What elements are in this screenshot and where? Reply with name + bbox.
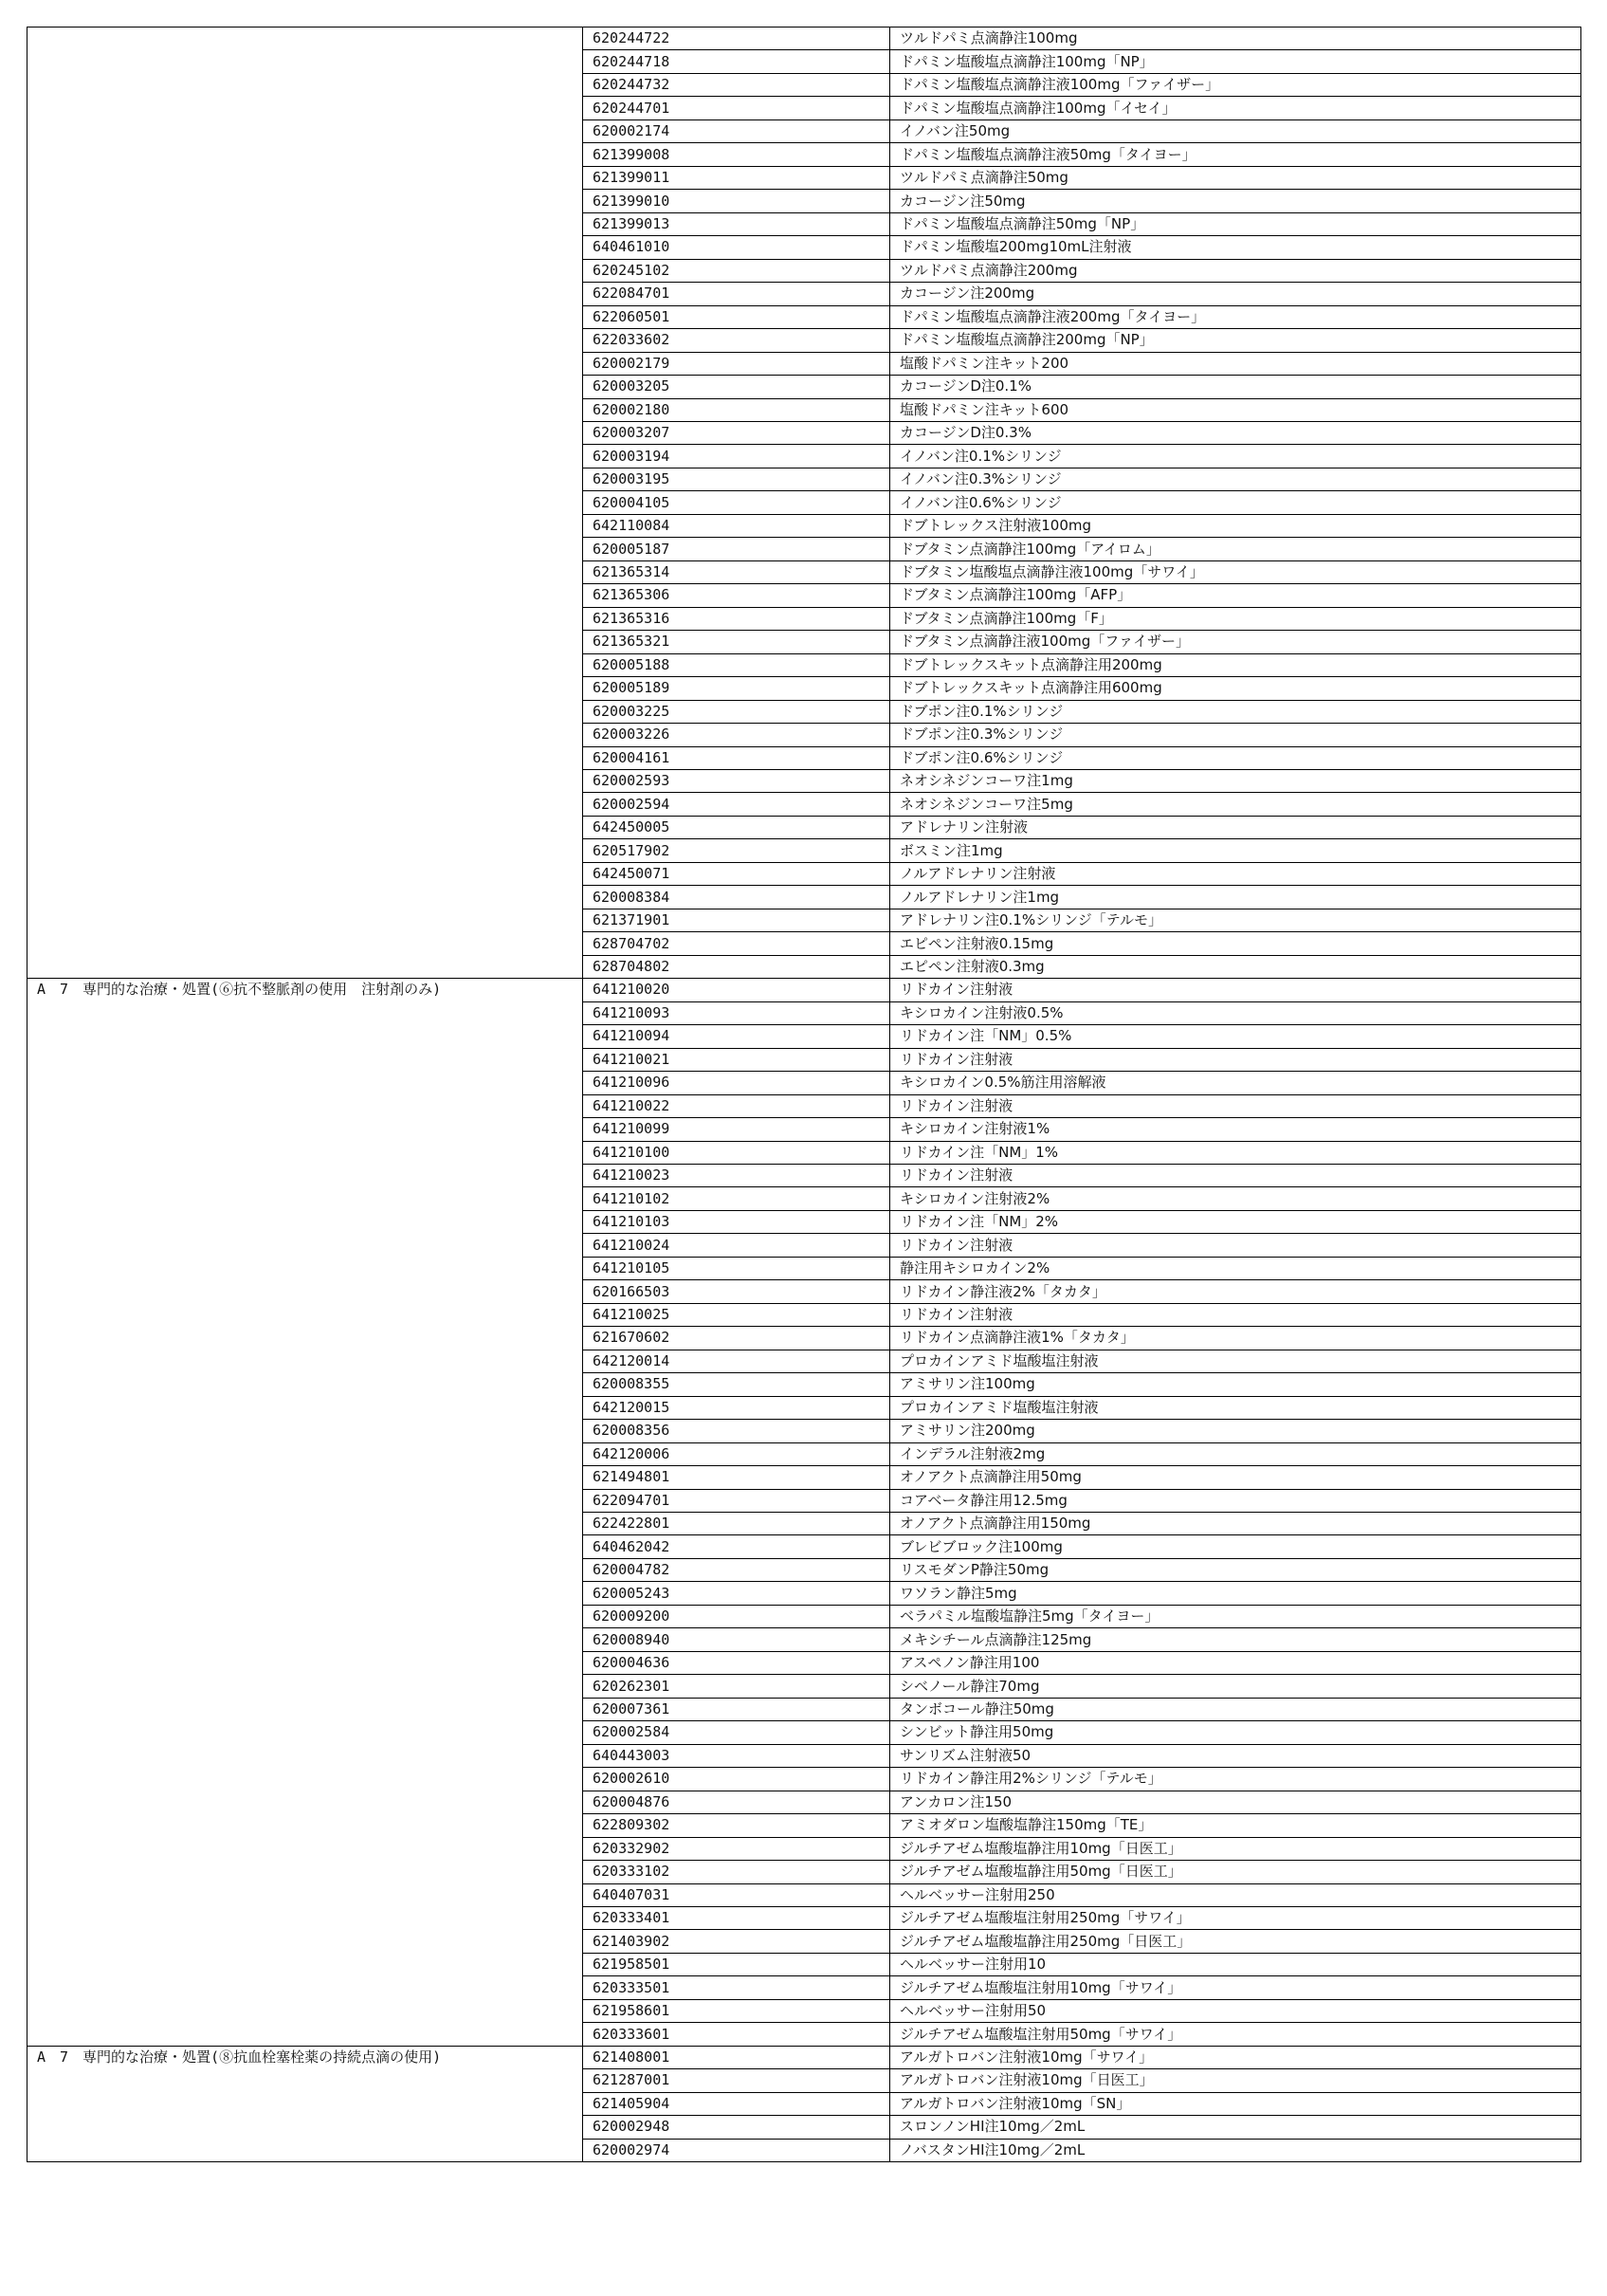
drug-name-cell: サンリズム注射液50 bbox=[890, 1744, 1581, 1767]
drug-name-cell: カコージンD注0.3% bbox=[890, 421, 1581, 444]
drug-code-cell: 620003194 bbox=[583, 445, 890, 468]
drug-code-cell: 620333601 bbox=[583, 2023, 890, 2046]
drug-name-cell: キシロカイン0.5%筋注用溶解液 bbox=[890, 1072, 1581, 1094]
drug-code-cell: 621403902 bbox=[583, 1930, 890, 1953]
drug-name-cell: アミオダロン塩酸塩静注150mg「TE」 bbox=[890, 1814, 1581, 1837]
drug-name-cell: ブレビブロック注100mg bbox=[890, 1535, 1581, 1558]
drug-code-cell: 620003226 bbox=[583, 724, 890, 746]
drug-code-cell: 620005189 bbox=[583, 677, 890, 700]
drug-code-cell: 620003225 bbox=[583, 700, 890, 723]
drug-name-cell: オノアクト点滴静注用50mg bbox=[890, 1466, 1581, 1489]
drug-code-cell: 641210020 bbox=[583, 979, 890, 1001]
table-body bbox=[27, 28, 1581, 2162]
drug-code-cell: 641210094 bbox=[583, 1025, 890, 1048]
drug-name-cell: ドブトレックス注射液100mg bbox=[890, 514, 1581, 537]
drug-code-cell: 642120006 bbox=[583, 1442, 890, 1465]
category-cell: A 7 専門的な治療・処置(⑥抗不整脈剤の使用 注射剤のみ) bbox=[27, 979, 583, 2047]
drug-name-cell: スロンノンHI注10mg／2mL bbox=[890, 2116, 1581, 2139]
drug-code-cell: 620244722 bbox=[583, 28, 890, 50]
drug-code-table bbox=[27, 27, 1581, 2162]
drug-name-cell: ドブタミン点滴静注100mg「AFP」 bbox=[890, 584, 1581, 607]
drug-code-cell: 640407031 bbox=[583, 1883, 890, 1906]
drug-code-cell: 642450005 bbox=[583, 816, 890, 838]
drug-code-cell: 622422801 bbox=[583, 1513, 890, 1535]
drug-code-cell: 641210021 bbox=[583, 1048, 890, 1071]
drug-code-cell: 620244718 bbox=[583, 50, 890, 73]
drug-name-cell: ドパミン塩酸塩点滴静注50mg「NP」 bbox=[890, 212, 1581, 235]
drug-name-cell: ヘルベッサー注射用10 bbox=[890, 1953, 1581, 1975]
drug-name-cell: リドカイン注射液 bbox=[890, 1048, 1581, 1071]
category-cell: A 7 専門的な治療・処置(⑧抗血栓塞栓薬の持続点滴の使用) bbox=[27, 2046, 583, 2161]
drug-name-cell: リドカイン注射液 bbox=[890, 1234, 1581, 1257]
drug-name-cell: イノバン注0.6%シリンジ bbox=[890, 491, 1581, 514]
drug-name-cell: ドブトレックスキット点滴静注用600mg bbox=[890, 677, 1581, 700]
drug-name-cell: ベラパミル塩酸塩静注5mg「タイヨー」 bbox=[890, 1605, 1581, 1627]
drug-code-cell: 620003205 bbox=[583, 376, 890, 398]
drug-code-cell: 641210024 bbox=[583, 1234, 890, 1257]
drug-code-cell: 641210102 bbox=[583, 1187, 890, 1210]
drug-name-cell: ノルアドレナリン注射液 bbox=[890, 862, 1581, 885]
drug-code-cell: 640443003 bbox=[583, 1744, 890, 1767]
drug-code-cell: 620002593 bbox=[583, 770, 890, 793]
drug-name-cell: アンカロン注150 bbox=[890, 1791, 1581, 1813]
drug-name-cell: ヘルベッサー注射用250 bbox=[890, 1883, 1581, 1906]
table-row bbox=[27, 979, 1581, 1001]
table-row bbox=[27, 28, 1581, 50]
drug-code-cell: 642120015 bbox=[583, 1396, 890, 1419]
drug-code-cell: 620004636 bbox=[583, 1651, 890, 1674]
drug-code-cell: 620002594 bbox=[583, 793, 890, 816]
drug-name-cell: アミサリン注100mg bbox=[890, 1373, 1581, 1396]
drug-name-cell: ドパミン塩酸塩200mg10mL注射液 bbox=[890, 236, 1581, 259]
drug-name-cell: ドブポン注0.6%シリンジ bbox=[890, 746, 1581, 769]
drug-code-cell: 620517902 bbox=[583, 839, 890, 862]
drug-name-cell: オノアクト点滴静注用150mg bbox=[890, 1513, 1581, 1535]
drug-name-cell: プロカインアミド塩酸塩注射液 bbox=[890, 1396, 1581, 1419]
drug-name-cell: ジルチアゼム塩酸塩静注用50mg「日医工」 bbox=[890, 1861, 1581, 1883]
drug-code-cell: 620002179 bbox=[583, 352, 890, 375]
drug-name-cell: リドカイン注射液 bbox=[890, 1094, 1581, 1117]
drug-name-cell: リドカイン注射液 bbox=[890, 979, 1581, 1001]
drug-name-cell: ジルチアゼム塩酸塩静注用250mg「日医工」 bbox=[890, 1930, 1581, 1953]
drug-name-cell: イノバン注50mg bbox=[890, 119, 1581, 142]
drug-code-cell: 620002584 bbox=[583, 1721, 890, 1744]
drug-code-cell: 622809302 bbox=[583, 1814, 890, 1837]
drug-code-cell: 641210099 bbox=[583, 1118, 890, 1141]
drug-code-cell: 620002948 bbox=[583, 2116, 890, 2139]
drug-name-cell: ドパミン塩酸塩点滴静注200mg「NP」 bbox=[890, 329, 1581, 352]
drug-name-cell: カコージンD注0.1% bbox=[890, 376, 1581, 398]
table-row bbox=[27, 2046, 1581, 2068]
drug-code-cell: 620004876 bbox=[583, 1791, 890, 1813]
drug-code-cell: 621287001 bbox=[583, 2069, 890, 2092]
drug-code-cell: 620007361 bbox=[583, 1698, 890, 1720]
drug-code-cell: 620004161 bbox=[583, 746, 890, 769]
drug-name-cell: ツルドパミ点滴静注100mg bbox=[890, 28, 1581, 50]
drug-code-cell: 622084701 bbox=[583, 283, 890, 305]
drug-code-cell: 620333102 bbox=[583, 1861, 890, 1883]
drug-code-cell: 641210093 bbox=[583, 1001, 890, 1024]
drug-name-cell: ドブポン注0.3%シリンジ bbox=[890, 724, 1581, 746]
drug-code-cell: 620008940 bbox=[583, 1628, 890, 1651]
drug-code-cell: 620008355 bbox=[583, 1373, 890, 1396]
drug-code-cell: 620002174 bbox=[583, 119, 890, 142]
drug-name-cell: ジルチアゼム塩酸塩静注用10mg「日医工」 bbox=[890, 1837, 1581, 1860]
drug-name-cell: ツルドパミ点滴静注200mg bbox=[890, 259, 1581, 282]
drug-code-cell: 621408001 bbox=[583, 2046, 890, 2068]
drug-code-cell: 621405904 bbox=[583, 2092, 890, 2115]
drug-name-cell: ドブポン注0.1%シリンジ bbox=[890, 700, 1581, 723]
drug-code-cell: 641210103 bbox=[583, 1210, 890, 1233]
drug-name-cell: ワソラン静注5mg bbox=[890, 1582, 1581, 1605]
drug-name-cell: リドカイン静注液2%「タカタ」 bbox=[890, 1280, 1581, 1303]
drug-name-cell: ノルアドレナリン注1mg bbox=[890, 886, 1581, 909]
drug-code-cell: 622094701 bbox=[583, 1489, 890, 1512]
drug-code-cell: 621670602 bbox=[583, 1327, 890, 1350]
drug-code-cell: 620009200 bbox=[583, 1605, 890, 1627]
drug-code-cell: 621494801 bbox=[583, 1466, 890, 1489]
drug-name-cell: キシロカイン注射液1% bbox=[890, 1118, 1581, 1141]
drug-code-cell: 621399011 bbox=[583, 166, 890, 189]
drug-name-cell: ジルチアゼム塩酸塩注射用50mg「サワイ」 bbox=[890, 2023, 1581, 2046]
drug-name-cell: アミサリン注200mg bbox=[890, 1420, 1581, 1442]
drug-code-cell: 621399008 bbox=[583, 143, 890, 166]
drug-name-cell: ジルチアゼム塩酸塩注射用10mg「サワイ」 bbox=[890, 1976, 1581, 1999]
drug-name-cell: アルガトロバン注射液10mg「SN」 bbox=[890, 2092, 1581, 2115]
drug-code-cell: 620002610 bbox=[583, 1768, 890, 1791]
drug-code-cell: 620333501 bbox=[583, 1976, 890, 1999]
drug-name-cell: ボスミン注1mg bbox=[890, 839, 1581, 862]
drug-code-cell: 620333401 bbox=[583, 1906, 890, 1929]
drug-code-cell: 621365321 bbox=[583, 631, 890, 653]
drug-code-cell: 620003207 bbox=[583, 421, 890, 444]
drug-name-cell: ドブタミン点滴静注100mg「F」 bbox=[890, 607, 1581, 630]
drug-code-cell: 642110084 bbox=[583, 514, 890, 537]
drug-name-cell: リドカイン注射液 bbox=[890, 1164, 1581, 1186]
drug-name-cell: イノバン注0.1%シリンジ bbox=[890, 445, 1581, 468]
drug-code-cell: 640461010 bbox=[583, 236, 890, 259]
drug-name-cell: タンボコール静注50mg bbox=[890, 1698, 1581, 1720]
drug-code-cell: 628704702 bbox=[583, 932, 890, 955]
drug-name-cell: シベノール静注70mg bbox=[890, 1675, 1581, 1698]
drug-code-cell: 620005243 bbox=[583, 1582, 890, 1605]
drug-name-cell: メキシチール点滴静注125mg bbox=[890, 1628, 1581, 1651]
drug-code-cell: 621365306 bbox=[583, 584, 890, 607]
drug-name-cell: 塩酸ドパミン注キット200 bbox=[890, 352, 1581, 375]
drug-name-cell: ドパミン塩酸塩点滴静注100mg「イセイ」 bbox=[890, 97, 1581, 119]
drug-name-cell: アルガトロバン注射液10mg「日医工」 bbox=[890, 2069, 1581, 2092]
drug-name-cell: リドカイン注射液 bbox=[890, 1303, 1581, 1326]
drug-name-cell: 塩酸ドパミン注キット600 bbox=[890, 398, 1581, 421]
drug-code-cell: 642120014 bbox=[583, 1350, 890, 1372]
drug-name-cell: インデラル注射液2mg bbox=[890, 1442, 1581, 1465]
drug-name-cell: リドカイン注「NM」0.5% bbox=[890, 1025, 1581, 1048]
drug-code-cell: 622033602 bbox=[583, 329, 890, 352]
drug-name-cell: リスモダンP静注50mg bbox=[890, 1558, 1581, 1581]
drug-code-cell: 641210023 bbox=[583, 1164, 890, 1186]
drug-code-cell: 642450071 bbox=[583, 862, 890, 885]
drug-name-cell: ドパミン塩酸塩点滴静注100mg「NP」 bbox=[890, 50, 1581, 73]
drug-code-cell: 620008384 bbox=[583, 886, 890, 909]
drug-code-cell: 641210100 bbox=[583, 1141, 890, 1164]
drug-name-cell: ネオシネジンコーワ注5mg bbox=[890, 793, 1581, 816]
drug-name-cell: コアベータ静注用12.5mg bbox=[890, 1489, 1581, 1512]
drug-name-cell: リドカイン注「NM」2% bbox=[890, 1210, 1581, 1233]
drug-code-cell: 620166503 bbox=[583, 1280, 890, 1303]
drug-code-cell: 620005187 bbox=[583, 538, 890, 560]
drug-code-cell: 620244732 bbox=[583, 73, 890, 96]
drug-name-cell: ドパミン塩酸塩点滴静注液100mg「ファイザー」 bbox=[890, 73, 1581, 96]
drug-name-cell: アドレナリン注0.1%シリンジ「テルモ」 bbox=[890, 909, 1581, 931]
drug-code-cell: 620003195 bbox=[583, 468, 890, 490]
drug-code-cell: 621399010 bbox=[583, 190, 890, 212]
drug-name-cell: キシロカイン注射液0.5% bbox=[890, 1001, 1581, 1024]
drug-name-cell: シンビット静注用50mg bbox=[890, 1721, 1581, 1744]
drug-name-cell: ネオシネジンコーワ注1mg bbox=[890, 770, 1581, 793]
drug-name-cell: リドカイン点滴静注液1%「タカタ」 bbox=[890, 1327, 1581, 1350]
drug-name-cell: アドレナリン注射液 bbox=[890, 816, 1581, 838]
drug-code-cell: 621958601 bbox=[583, 1999, 890, 2022]
drug-code-cell: 621958501 bbox=[583, 1953, 890, 1975]
drug-name-cell: イノバン注0.3%シリンジ bbox=[890, 468, 1581, 490]
drug-name-cell: ドパミン塩酸塩点滴静注液200mg「タイヨー」 bbox=[890, 305, 1581, 328]
drug-name-cell: ヘルベッサー注射用50 bbox=[890, 1999, 1581, 2022]
category-cell bbox=[27, 28, 583, 979]
drug-name-cell: ドブトレックスキット点滴静注用200mg bbox=[890, 653, 1581, 676]
drug-name-cell: ドブタミン塩酸塩点滴静注液100mg「サワイ」 bbox=[890, 560, 1581, 583]
drug-code-cell: 621371901 bbox=[583, 909, 890, 931]
drug-code-cell: 622060501 bbox=[583, 305, 890, 328]
drug-name-cell: カコージン注200mg bbox=[890, 283, 1581, 305]
drug-code-cell: 621399013 bbox=[583, 212, 890, 235]
drug-code-cell: 620005188 bbox=[583, 653, 890, 676]
drug-code-cell: 620332902 bbox=[583, 1837, 890, 1860]
drug-code-cell: 641210105 bbox=[583, 1257, 890, 1279]
drug-name-cell: アルガトロバン注射液10mg「サワイ」 bbox=[890, 2046, 1581, 2068]
drug-code-cell: 641210022 bbox=[583, 1094, 890, 1117]
drug-name-cell: ドブタミン点滴静注100mg「アイロム」 bbox=[890, 538, 1581, 560]
drug-code-cell: 620002974 bbox=[583, 2139, 890, 2161]
drug-code-cell: 641210025 bbox=[583, 1303, 890, 1326]
drug-code-cell: 641210096 bbox=[583, 1072, 890, 1094]
drug-code-cell: 628704802 bbox=[583, 955, 890, 978]
drug-name-cell: ツルドパミ点滴静注50mg bbox=[890, 166, 1581, 189]
drug-name-cell: エピペン注射液0.15mg bbox=[890, 932, 1581, 955]
drug-code-cell: 621365316 bbox=[583, 607, 890, 630]
drug-name-cell: ノバスタンHI注10mg／2mL bbox=[890, 2139, 1581, 2161]
drug-code-cell: 640462042 bbox=[583, 1535, 890, 1558]
drug-code-cell: 620262301 bbox=[583, 1675, 890, 1698]
drug-code-cell: 620004782 bbox=[583, 1558, 890, 1581]
drug-name-cell: プロカインアミド塩酸塩注射液 bbox=[890, 1350, 1581, 1372]
drug-name-cell: リドカイン静注用2%シリンジ「テルモ」 bbox=[890, 1768, 1581, 1791]
drug-name-cell: カコージン注50mg bbox=[890, 190, 1581, 212]
drug-name-cell: アスペノン静注用100 bbox=[890, 1651, 1581, 1674]
drug-name-cell: 静注用キシロカイン2% bbox=[890, 1257, 1581, 1279]
drug-code-cell: 621365314 bbox=[583, 560, 890, 583]
drug-name-cell: リドカイン注「NM」1% bbox=[890, 1141, 1581, 1164]
drug-name-cell: エピペン注射液0.3mg bbox=[890, 955, 1581, 978]
drug-code-cell: 620245102 bbox=[583, 259, 890, 282]
drug-code-cell: 620002180 bbox=[583, 398, 890, 421]
drug-name-cell: キシロカイン注射液2% bbox=[890, 1187, 1581, 1210]
drug-code-cell: 620004105 bbox=[583, 491, 890, 514]
drug-name-cell: ドパミン塩酸塩点滴静注液50mg「タイヨー」 bbox=[890, 143, 1581, 166]
drug-code-cell: 620244701 bbox=[583, 97, 890, 119]
drug-name-cell: ドブタミン点滴静注液100mg「ファイザー」 bbox=[890, 631, 1581, 653]
drug-code-cell: 620008356 bbox=[583, 1420, 890, 1442]
drug-name-cell: ジルチアゼム塩酸塩注射用250mg「サワイ」 bbox=[890, 1906, 1581, 1929]
